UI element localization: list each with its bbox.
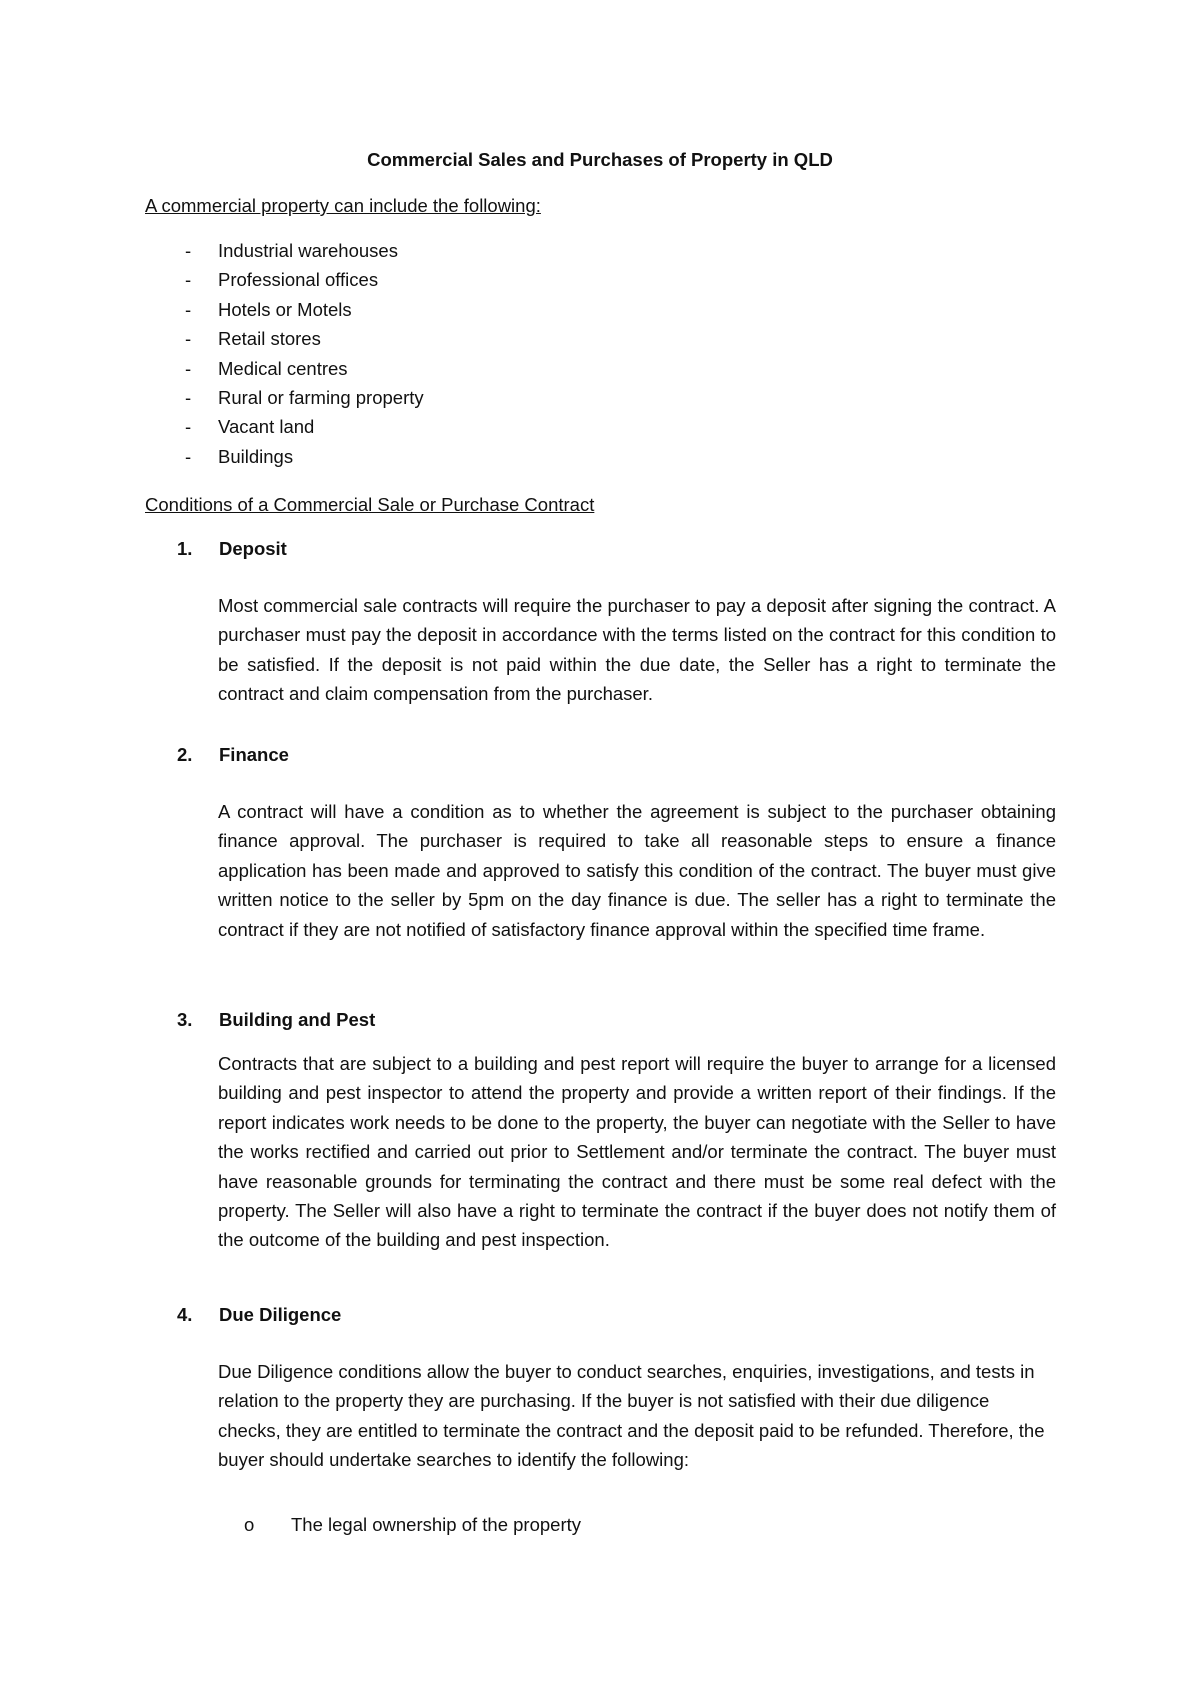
list-item: - Professional offices — [145, 265, 424, 294]
list-marker: - — [185, 416, 192, 438]
section-number: 1. — [177, 538, 193, 559]
list-item: - Industrial warehouses — [145, 236, 424, 265]
list-item: - Medical centres — [145, 354, 424, 383]
list-marker: - — [185, 328, 192, 350]
section-number: 2. — [177, 744, 193, 765]
section-title: Finance — [219, 744, 289, 765]
list-marker: - — [185, 445, 192, 467]
list-item: - Retail stores — [145, 324, 424, 353]
list-marker: - — [185, 269, 192, 291]
section-number: 3. — [177, 1009, 193, 1030]
section-heading-finance — [177, 742, 289, 768]
list-marker: - — [185, 386, 192, 408]
property-type-list — [145, 236, 424, 471]
section-heading-due-diligence — [177, 1302, 341, 1328]
list-marker: - — [185, 357, 192, 379]
section-heading-building-and-pest — [177, 1007, 375, 1033]
due-diligence-list — [244, 1510, 581, 1539]
list-item: o The legal ownership of the property — [244, 1510, 581, 1539]
section-heading-deposit — [177, 536, 287, 562]
list-marker: - — [185, 240, 192, 261]
list-item: - Vacant land — [145, 412, 424, 441]
list-marker: o — [244, 1514, 255, 1535]
list-item: - Rural or farming property — [145, 383, 424, 412]
section-number: 4. — [177, 1304, 193, 1325]
intro-heading: A commercial property can include the following: — [145, 195, 541, 216]
list-marker: - — [185, 298, 192, 320]
section-body-deposit: Most commercial sale contracts will require the purchaser to pay a deposit after signing the contract. A purchaser must pay the deposit in accordance with the terms listed on the contract for this condition to be satisfied. If the deposit is not paid within the due date, the Seller has a right to terminate the contract and claim compensation from the purchaser. — [218, 595, 1056, 705]
section-title: Due Diligence — [219, 1304, 342, 1325]
conditions-heading: Conditions of a Commercial Sale or Purchase Contract — [145, 494, 595, 515]
section-body-finance: A contract will have a condition as to whether the agreement is subject to the purchaser obtaining finance approval. The purchaser is required to take all reasonable steps to ensure a finance application has been made and approved to satisfy this condition of the contract. The buyer must give written notice to the seller by 5pm on the day finance is due. The seller has a right to terminate the contract if they are not notified of satisfactory finance approval within the specified time frame. — [218, 801, 1056, 940]
document-title: Commercial Sales and Purchases of Property in QLD — [367, 149, 833, 170]
section-body-building-and-pest: Contracts that are subject to a building and pest report will require the buyer to arrange for a licensed building and pest inspector to attend the property and provide a written report of their findings. If the report indicates work needs to be done to the property, the buyer can negotiate with the Seller to have the works rectified and carried out prior to Settlement and/or terminate the contract. The buyer must have reasonable grounds for terminating the contract and there must be some real defect with the property. The Seller will also have a right to terminate the contract if the buyer does not notify them of the outcome of the building and pest inspection. — [218, 1053, 1056, 1251]
list-item: - Hotels or Motels — [145, 295, 424, 324]
section-body-due-diligence: Due Diligence conditions allow the buyer to conduct searches, enquiries, investigations, and tests in relation to the property they are purchasing. If the buyer is not satisfied with their due diligence checks, they are entitled to terminate the contract and the deposit paid to be refunded. Therefore, the buyer should undertake searches to identify the following: — [218, 1361, 1045, 1471]
list-item: - Buildings — [145, 442, 424, 471]
section-title: Deposit — [219, 538, 287, 559]
section-title: Building and Pest — [219, 1009, 376, 1030]
